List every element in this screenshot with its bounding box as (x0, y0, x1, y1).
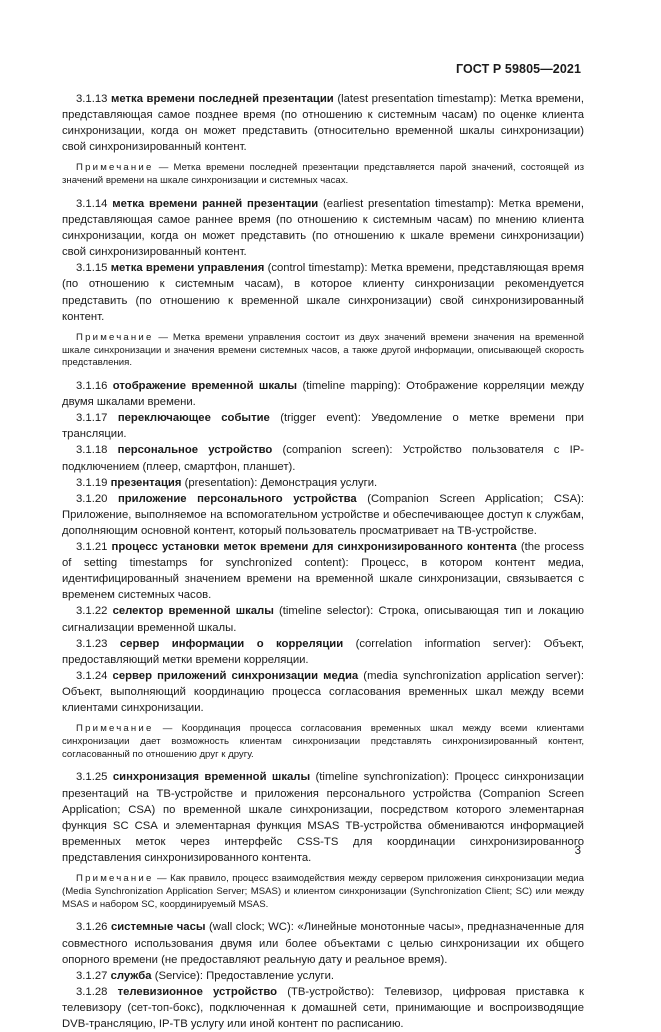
entry-3-1-16: 3.1.16 отображение временной шкалы (timeline mapping): Отображение корреляции между двумя шкалами времени. (62, 380, 584, 409)
entry-3-1-22: 3.1.22 селектор временной шкалы (timeline selector): Строка, описывающая тип и локацию сигнализации временной шкалы. (62, 605, 584, 634)
entry-3-1-15: 3.1.15 метка времени управления (control timestamp): Метка времени, представляющая время (по отношению к системным часам), в которое клиенту синхронизации рекомендуется представить (по отношению к временной шкале синхронизации) свой синхронизированный контент. (62, 262, 584, 323)
entry-3-1-28: 3.1.28 телевизионное устройство (ТВ-устройство): Телевизор, цифровая приставка к телевизору (сет-топ-бокс), подключенная к домашней сети, принимающие и воспроизводящие DVB-трансляцию, IP-ТВ услугу или иной контент по расписанию. (62, 985, 584, 1030)
standard-header: ГОСТ Р 59805—2021 (455, 62, 581, 76)
entry-3-1-27: 3.1.27 служба (Service): Предоставление услуги. (76, 969, 335, 982)
note-3-1-13: Примечание — Метка времени последней презентации представляется парой значений, состоящей из значений времени на шкале синхронизации и системных часах. (62, 162, 584, 187)
note-label: Примечание (76, 162, 154, 174)
note-3-1-15: Примечание — Метка времени управления состоит из двух значений времени значения на временной шкале синхронизации и значения времени системных часов, а также другой информации, описывающей скорость представления. (62, 331, 584, 369)
entry-3-1-19: 3.1.19 презентация (presentation): Демонстрация услуги. (76, 476, 378, 489)
page-number: 3 (574, 845, 581, 857)
note-3-1-24: Примечание — Координация процесса согласования временных шкал между всеми клиентами синхронизации дает возможность клиентам синхронизации представлять синхронизированный контент, согласованный по отношению друг к другу. (62, 723, 584, 760)
entry-3-1-25: 3.1.25 синхронизация временной шкалы (timeline synchronization): Процесс синхронизации презентаций на ТВ-устройстве и приложения персонального устройства (Companion Screen Application; CSA) по временной шкале синхронизации, посредством которого элементарная функция SC CSA и элементарная функция MSAS ТВ-устройства обмениваются информацией временных меток через интерфейс CSS-TS для координации синхронизированного представления синхронизированного контента. (62, 771, 584, 864)
entry-3-1-21: 3.1.21 процесс установки меток времени для синхронизированного контента (the process of setting timestamps for synchronized content): Процесс, в котором контент медиа, идентифицированный значением времени на временной шкале синхронизации, связывается с временем системных часов. (62, 541, 584, 602)
entry-3-1-14: 3.1.14 метка времени ранней презентации (earliest presentation timestamp): Метка времени, представляющая самое раннее время (по отношению к системным часам) по мнению клиента синхронизации, когда он может представить (по отношению к шкале времени синхронизации) свой синхронизированный контент. (62, 197, 584, 259)
term: служба (110, 969, 152, 982)
term: процесс установки меток времени для синхронизированного контента (111, 541, 517, 554)
document-body (62, 91, 584, 1032)
term: метка времени последней презентации (111, 93, 334, 105)
entry-3-1-24: 3.1.24 сервер приложений синхронизации медиа (media synchronization application server): Объект, выполняющий координацию процесса согласования временных шкал между всеми клиентами синхронизации. (62, 669, 584, 714)
term: сервер информации о корреляции (119, 637, 344, 650)
term: презентация (110, 476, 182, 489)
term: сервер приложений синхронизации медиа (112, 669, 359, 682)
note-label: Примечание (76, 873, 154, 885)
term: приложение персонального устройства (117, 492, 357, 505)
entry-3-1-18: 3.1.18 персональное устройство (companion screen): Устройство пользователя с IP-подключением (плеер, смартфон, планшет). (62, 444, 585, 473)
entry-3-1-26: 3.1.26 системные часы (wall clock; WC): «Линейные монотонные часы», предназначенные для совместного использования двумя или более объектами с целью синхронизации их общего опорного времени (не предоставляют реальную дату и реальное время). (62, 921, 585, 966)
entry-3-1-17: 3.1.17 переключающее событие (trigger event): Уведомление о метке времени при трансляции. (62, 412, 584, 441)
entry-3-1-13: 3.1.13 метка времени последней презентации (latest presentation timestamp): Метка времени, представляющая самое позднее время (по отношению к системным часам) по оценке клиента синхронизации, когда он может представить (относительно временной шкалы синхронизации) свой синхронизированный контент. (62, 93, 584, 154)
term: метка времени управления (110, 262, 265, 275)
note-3-1-25: Примечание — Как правило, процесс взаимодействия между сервером приложения синхронизации медиа (Media Synchronization Application Server; MSAS) и клиентом синхронизации (Synchronization Client; SC) или между MSAS и набором SC, координируемый MSAS. (62, 873, 584, 910)
note-label: Примечание (76, 331, 154, 343)
entry-3-1-20: 3.1.20 приложение персонального устройства (Companion Screen Application; CSA): Приложение, выполняемое на вспомогательном устройстве и обеспечивающее доступ к службам, дополняющим основной контент, который пользователь просматривает на ТВ-устройстве. (62, 492, 585, 537)
term: метка времени ранней презентации (112, 197, 319, 210)
term: селектор временной шкалы (112, 605, 274, 618)
term: персональное устройство (117, 444, 273, 457)
entry-3-1-23: 3.1.23 сервер информации о корреляции (correlation information server): Объект, предоставляющий метки времени корреляции. (62, 637, 584, 666)
term: телевизионное устройство (117, 985, 278, 998)
term: отображение временной шкалы (112, 380, 298, 393)
term: переключающее событие (117, 412, 270, 425)
term: синхронизация временной шкалы (112, 771, 311, 784)
term: системные часы (110, 921, 206, 934)
note-label: Примечание (76, 723, 154, 735)
